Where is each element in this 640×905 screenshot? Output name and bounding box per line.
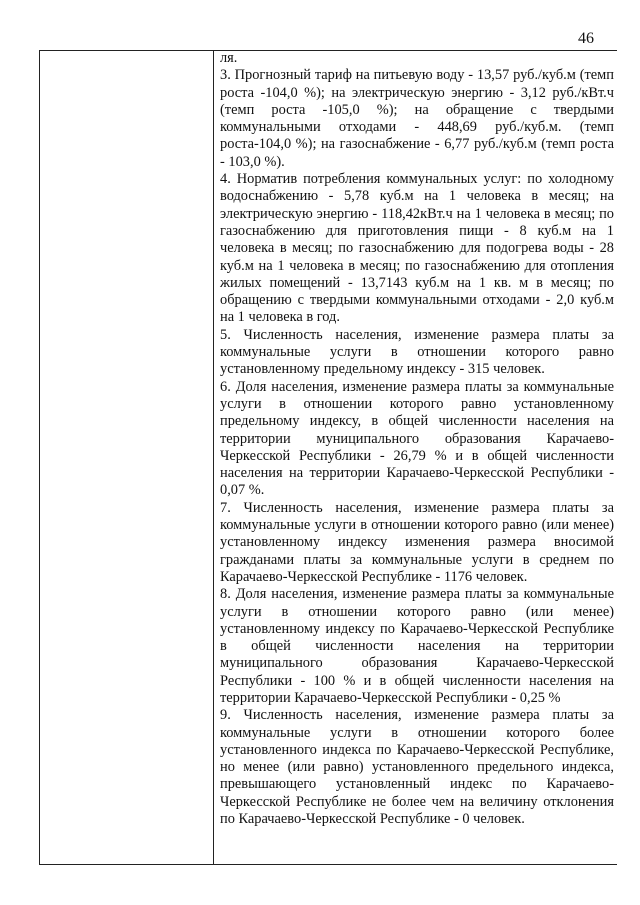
paragraph-population-share-limit-index: 6. Доля населения, изменение размера платы за коммунальные услуги в отношении которого равно установленному предельному индексу, в общей численности населения на территории муниципального образования Карачаево-Черкесской Республики - 26,79 % и в общей численности населения на территории Карачаево-Черкесской Республики - 0,07 %. — [220, 378, 614, 499]
paragraph-population-avg-index: 7. Численность населения, изменение размера платы за коммунальные услуги в отношении которого равно (или менее) установленному индексу изменения размера вносимой гражданами платы за коммунальные услуги в среднем по Карачаево-Черкесской Республике - 1176 человек. — [220, 499, 614, 585]
paragraph-population-limit-index: 5. Численность населения, изменение размера платы за коммунальные услуги в отношении которого равно установленному предельному индексу - 315 человек. — [220, 326, 614, 378]
table-column-divider — [213, 50, 214, 865]
paragraph-forecast-tariff: 3. Прогнозный тариф на питьевую воду - 13,57 руб./куб.м (темп роста -104,0 %); на электрическую энергию - 3,12 руб./кВт.ч (темп роста -105,0 %); на обращение с твердыми коммунальными отходами - 448,69 руб./куб.м. (темп роста-104,0 %); на газоснабжение - 6,77 руб./куб.м (темп роста - 103,0 %). — [220, 67, 614, 170]
table-cell-content — [220, 50, 614, 828]
page-number: 46 — [578, 30, 594, 47]
paragraph-consumption-norm: 4. Норматив потребления коммунальных услуг: по холодному водоснабжению - 5,78 куб.м на 1 человека в месяц; на электрическую энергию - 118,42кВт.ч на 1 человека в месяц; по газоснабжению для приготовления пищи - 8 куб.м на 1 человека в месяц; по газоснабжению для подогрева воды - 28 куб.м на 1 человека в месяц; по газоснабжению для отопления жилых помещений - 13,7143 куб.м на 1 кв. м в месяц; по обращению с твердыми коммунальными отходами - 2,0 куб.м на 1 человека в год. — [220, 171, 614, 326]
paragraph-continuation: ля. — [220, 50, 238, 66]
paragraph-population-above-index: 9. Численность населения, изменение размера платы за коммунальные услуги в отношении которого более установленного индекса по Карачаево-Черкесской Республике, но менее (или равно) установленного предельного индекса, превышающего установленный индекс по Карачаево-Черкесской Республике не более чем на величину отклонения по Карачаево-Черкесской Республике - 0 человек. — [220, 707, 614, 828]
paragraph-population-share-avg-index: 8. Доля населения, изменение размера платы за коммунальные услуги в отношении которого равно (или менее) установленному индексу по Карачаево-Черкесской Республике в общей численности населения на территории муниципального образования Карачаево-Черкесской Республики - 100 % и в общей численности населения на территории Карачаево-Черкесской Республики - 0,25 % — [220, 586, 614, 706]
